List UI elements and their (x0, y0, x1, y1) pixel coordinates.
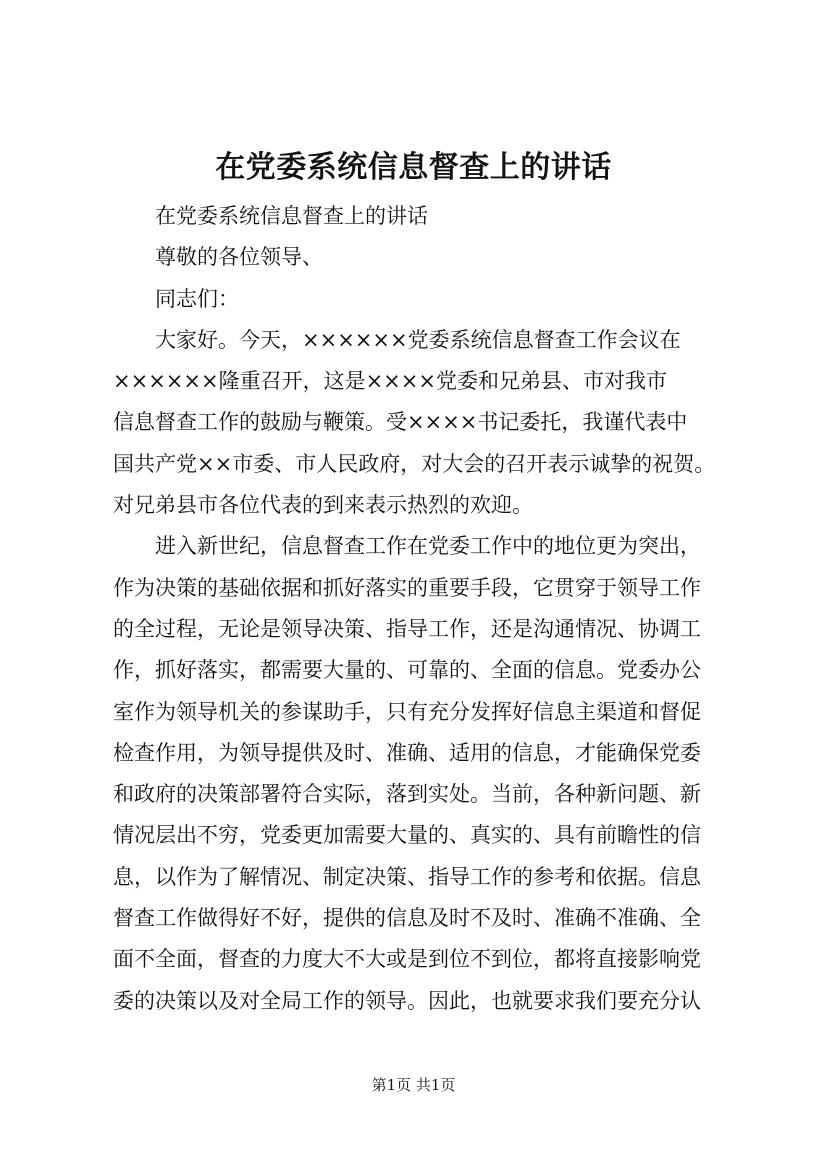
text-line: 作为决策的基础依据和抓好落实的重要手段，它贯穿于领导工作 (113, 575, 701, 600)
text-line: 信息督查工作的鼓励与鞭策。受××××书记委托，我谨代表中 (113, 410, 688, 435)
text-line: 检查作用，为领导提供及时、准确、适用的信息，才能确保党委 (113, 740, 701, 765)
text-line: 情况层出不穷，党委更加需要大量的、真实的、具有前瞻性的信 (113, 823, 701, 848)
text-line: 息，以作为了解情况、制定决策、指导工作的参考和依据。信息 (113, 864, 701, 889)
text-line: 进入新世纪，信息督查工作在党委工作中的地位更为突出， (155, 534, 701, 559)
text-line: 大家好。今天，××××××党委系统信息督查工作会议在 (155, 327, 681, 352)
text-line: 面不全面，督查的力度大不大或是到位不到位，都将直接影响党 (113, 947, 701, 972)
text-line: 对兄弟县市各位代表的到来表示热烈的欢迎。 (113, 493, 533, 518)
page-footer: 第1页 共1页 (371, 1076, 456, 1094)
document-body (113, 196, 716, 1022)
text-line: 国共产党××市委、市人民政府，对大会的召开表示诚挚的祝贺。 (113, 451, 716, 476)
text-line: ××××××隆重召开，这是××××党委和兄弟县、市对我市 (113, 369, 667, 394)
text-line: 作，抓好落实，都需要大量的、可靠的、全面的信息。党委办公 (113, 658, 701, 683)
text-line: 委的决策以及对全局工作的领导。因此，也就要求我们要充分认 (113, 988, 701, 1013)
text-line: 同志们： (155, 286, 239, 311)
text-line: 的全过程，无论是领导决策、指导工作，还是沟通情况、协调工 (113, 616, 701, 641)
text-line: 室作为领导机关的参谋助手，只有充分发挥好信息主渠道和督促 (113, 699, 701, 724)
text-line: 在党委系统信息督查上的讲话 (155, 204, 428, 228)
text-line: 督查工作做得好不好，提供的信息及时不及时、准确不准确、全 (113, 906, 701, 931)
document-title: 在党委系统信息督查上的讲话 (215, 150, 612, 185)
text-line: 尊敬的各位领导、 (155, 245, 323, 270)
text-line: 和政府的决策部署符合实际，落到实处。当前，各种新问题、新 (113, 782, 701, 807)
